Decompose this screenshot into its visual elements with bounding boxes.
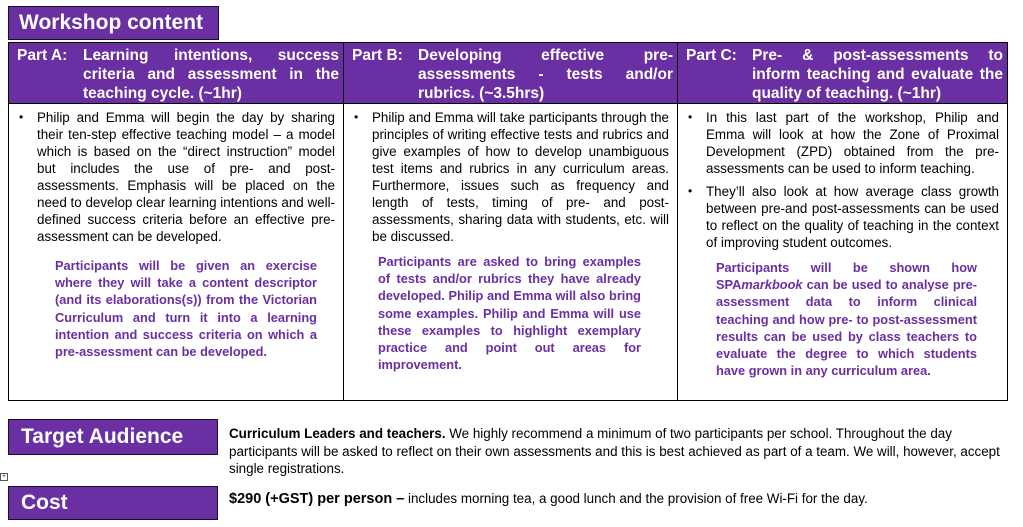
part-a-note: Participants will be given an exercise where they will take a content descriptor (and its elaborations(s)) from the Victorian Curriculum and turn it into a learning intention and success criteria on which a pre-assessment can be developed. — [55, 258, 317, 360]
bullet-icon: • — [688, 110, 693, 124]
part-c-note: Participants will be shown how SPAmarkbook can be used to analyse pre-assessment data to inform clinical teaching and how pre- to post-assessment results can be used by class teachers to evaluate the degree to which students have grown in any curriculum area. — [716, 260, 977, 379]
bullet-icon: • — [354, 110, 359, 124]
bullet-icon: • — [19, 110, 24, 124]
target-audience-label: Target Audience — [8, 419, 218, 455]
part-a-title: Learning intentions, success criteria and assessment in the teaching cycle. (~1hr) — [83, 47, 339, 102]
part-c-bullet-1: • In this last part of the workshop, Philip and Emma will look at how the Zone of Proximal Development (ZPD) obtained from the pre-assessments can be used to inform teaching. — [688, 110, 999, 176]
bullet-icon: • — [688, 184, 693, 198]
part-c-label: Part C: — [686, 47, 737, 64]
part-c-column — [677, 43, 1007, 400]
part-b-note: Participants are asked to bring examples of tests and/or rubrics they have already developed. Philip and Emma will also bring some examples. Philip and Emma will use these examples to highlight exemplary practice and point out areas for improvement. — [378, 254, 641, 373]
part-c-title: Pre- & post-assessments to inform teaching and evaluate the quality of teaching. (~1hr) — [752, 47, 1003, 102]
part-a-header — [9, 43, 343, 104]
workshop-parts-table — [8, 42, 1008, 401]
part-b-column — [343, 43, 677, 400]
part-b-label: Part B: — [352, 47, 403, 64]
part-c-header — [678, 43, 1007, 104]
workshop-content-title: Workshop content — [8, 6, 219, 40]
part-b-header — [344, 43, 677, 104]
target-audience-text: Curriculum Leaders and teachers. We highly recommend a minimum of two participants per school. Throughout the day participants will be asked to reflect on their own assessments and this is best achieved as part of a team. We will, however, accept single registrations. — [229, 426, 1000, 476]
cost-text: $290 (+GST) per person – includes morning tea, a good lunch and the provision of free Wi-Fi for the day. — [229, 491, 868, 507]
part-b-title: Developing effective pre-assessments - tests and/or rubrics. (~3.5hrs) — [418, 47, 673, 102]
part-a-column — [9, 43, 343, 400]
part-a-label: Part A: — [17, 47, 68, 64]
part-c-bullet-2: • They’ll also look at how average class growth between pre-and post-assessments can be used to reflect on the quality of teaching in the context of improving student outcomes. — [688, 184, 999, 250]
table-anchor-icon: + — [1, 473, 7, 480]
part-a-bullet: • Philip and Emma will begin the day by sharing their ten-step effective teaching model – a model which is based on the “direct instruction” model but includes the use of pre- and post-assessments. Emphasis will be placed on the need to develop clear learning intentions and well-defined success criteria before an effective pre-assessment can be developed. — [19, 110, 335, 244]
part-b-bullet: • Philip and Emma will take participants through the principles of writing effective tests and rubrics and give examples of how to develop unambiguous test items and rubrics in any curriculum areas. Furthermore, issues such as frequency and length of tests, timing of pre- and post-assessments, sharing data with students, etc. will be discussed. — [354, 110, 669, 244]
cost-label: Cost — [8, 486, 218, 520]
